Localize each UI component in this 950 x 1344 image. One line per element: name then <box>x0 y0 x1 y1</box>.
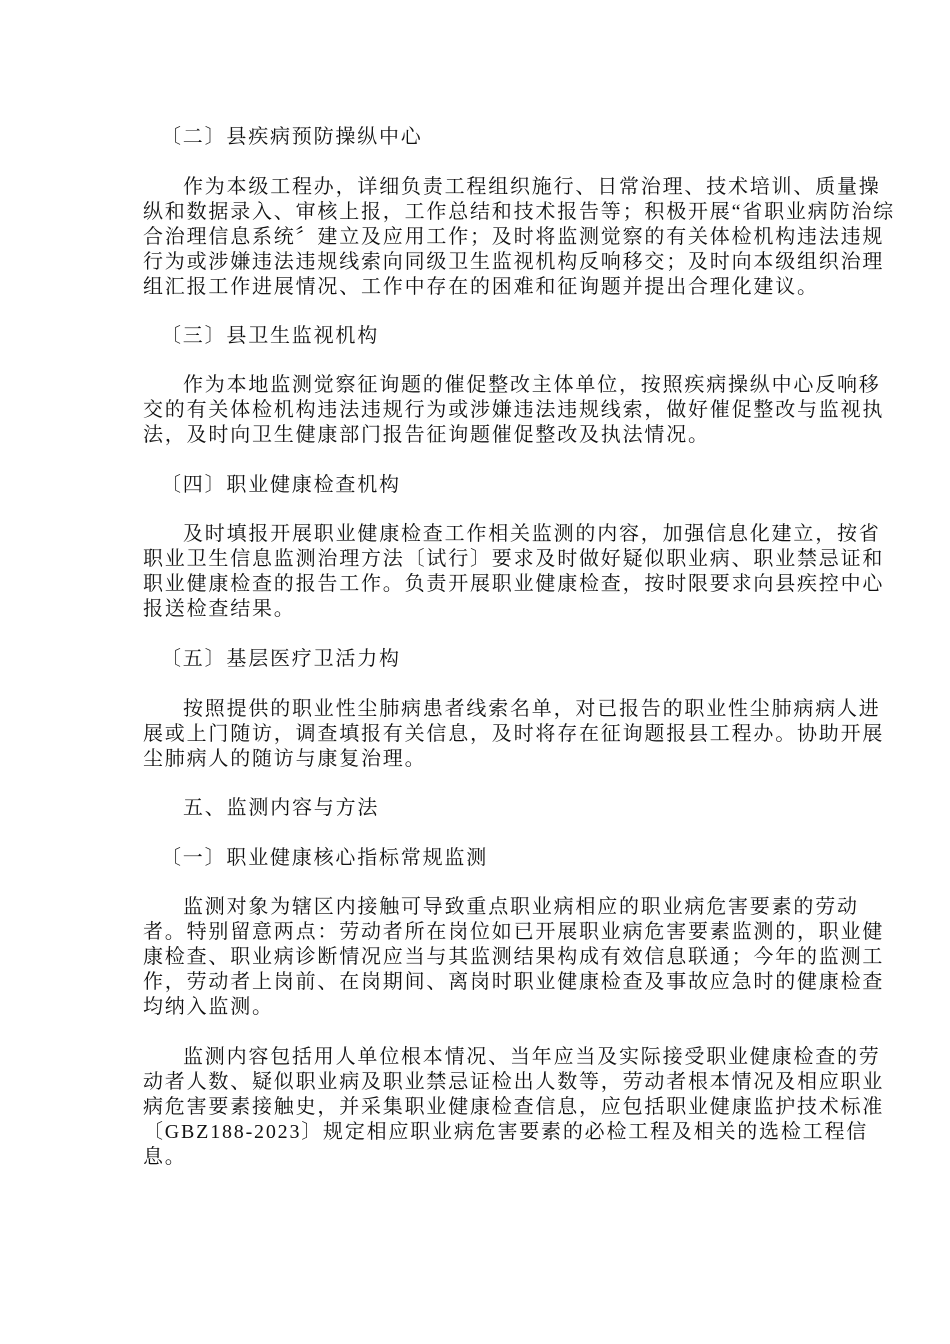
heading-text: 〔四〕职业健康检查机构 <box>161 474 401 496</box>
subsection-heading <box>143 125 823 150</box>
paragraph-line: 展或上门随访，调查填报有关信息，及时将存在征询题报县工程办。协助开展 <box>143 723 885 745</box>
paragraph <box>143 373 885 448</box>
paragraph-line: 尘肺病人的随访与康复治理。 <box>143 748 427 770</box>
paragraph-line: 监测内容包括用人单位根本情况、当年应当及实际接受职业健康检查的劳 <box>183 1046 881 1068</box>
paragraph-line: 职业卫生信息监测治理方法〔试行〕要求及时做好疑似职业病、职业禁忌证和 <box>143 548 885 570</box>
paragraph-line: 报送检查结果。 <box>143 598 296 620</box>
paragraph-line: 息。 <box>143 1146 187 1168</box>
paragraph <box>143 697 885 772</box>
paragraph-line: 病危害要素接触史，并采集职业健康检查信息，应包括职业健康监护技术标准 <box>143 1096 885 1118</box>
paragraph <box>143 1045 885 1170</box>
paragraph-line: 作，劳动者上岗前、在岗期间、离岗时职业健康检查及事故应急时的健康检查 <box>143 971 885 993</box>
paragraph-line: 监测对象为辖区内接触可导致重点职业病相应的职业病危害要素的劳动 <box>183 896 859 918</box>
heading-text: 〔二〕县疾病预防操纵中心 <box>161 126 423 148</box>
subsection-heading <box>143 473 823 498</box>
paragraph-line: 职业健康检查的报告工作。负责开展职业健康检查，按时限要求向县疾控中心 <box>143 573 885 595</box>
paragraph <box>143 175 895 300</box>
paragraph-line: 均纳入监测。 <box>143 996 274 1018</box>
paragraph-line: 作为本地监测觉察征询题的催促整改主体单位，按照疾病操纵中心反响移 <box>183 374 881 396</box>
section-heading <box>143 796 823 821</box>
paragraph-line: 及时填报开展职业健康检查工作相关监测的内容，加强信息化建立，按省 <box>183 523 881 545</box>
subsection-heading <box>143 324 823 349</box>
paragraph <box>143 895 885 1020</box>
heading-text: 〔一〕职业健康核心指标常规监测 <box>161 847 488 869</box>
heading-text: 〔三〕县卫生监视机构 <box>161 325 379 347</box>
paragraph-line: 交的有关体检机构违法违规行为或涉嫌违法违规线索，做好催促整改与监视执 <box>143 399 885 421</box>
subsection-heading <box>143 647 823 672</box>
paragraph <box>143 522 885 622</box>
paragraph-line: 按照提供的职业性尘肺病患者线索名单，对已报告的职业性尘肺病病人进 <box>183 698 881 720</box>
paragraph-line: 行为或涉嫌违法违规线索向同级卫生监视机构反响移交；及时向本级组织治理 <box>143 251 885 273</box>
paragraph-line: 纵和数据录入、审核上报，工作总结和技术报告等；积极开展“省职业病防治综 <box>143 201 895 223</box>
paragraph-line: 康检查、职业病诊断情况应当与其监测结果构成有效信息联通；今年的监测工 <box>143 946 885 968</box>
paragraph-line: 作为本级工程办，详细负责工程组织施行、日常治理、技术培训、质量操 <box>183 176 881 198</box>
heading-text: 〔五〕基层医疗卫活力构 <box>161 648 401 670</box>
paragraph-line: 〔GBZ188-2023〕规定相应职业病危害要素的必检工程及相关的选检工程信 <box>143 1121 869 1143</box>
paragraph-line: 组汇报工作进展情况、工作中存在的困难和征询题并提出合理化建议。 <box>143 276 819 298</box>
paragraph-line: 合治理信息系统〞建立及应用工作；及时将监测觉察的有关体检机构违法违规 <box>143 226 885 248</box>
paragraph-line: 法，及时向卫生健康部门报告征询题催促整改及执法情况。 <box>143 424 710 446</box>
paragraph-line: 动者人数、疑似职业病及职业禁忌证检出人数等，劳动者根本情况及相应职业 <box>143 1071 885 1093</box>
heading-text: 五、监测内容与方法 <box>183 797 380 819</box>
paragraph-line: 者。特别留意两点：劳动者所在岗位如已开展职业病危害要素监测的，职业健 <box>143 921 885 943</box>
subsection-heading <box>143 846 823 871</box>
